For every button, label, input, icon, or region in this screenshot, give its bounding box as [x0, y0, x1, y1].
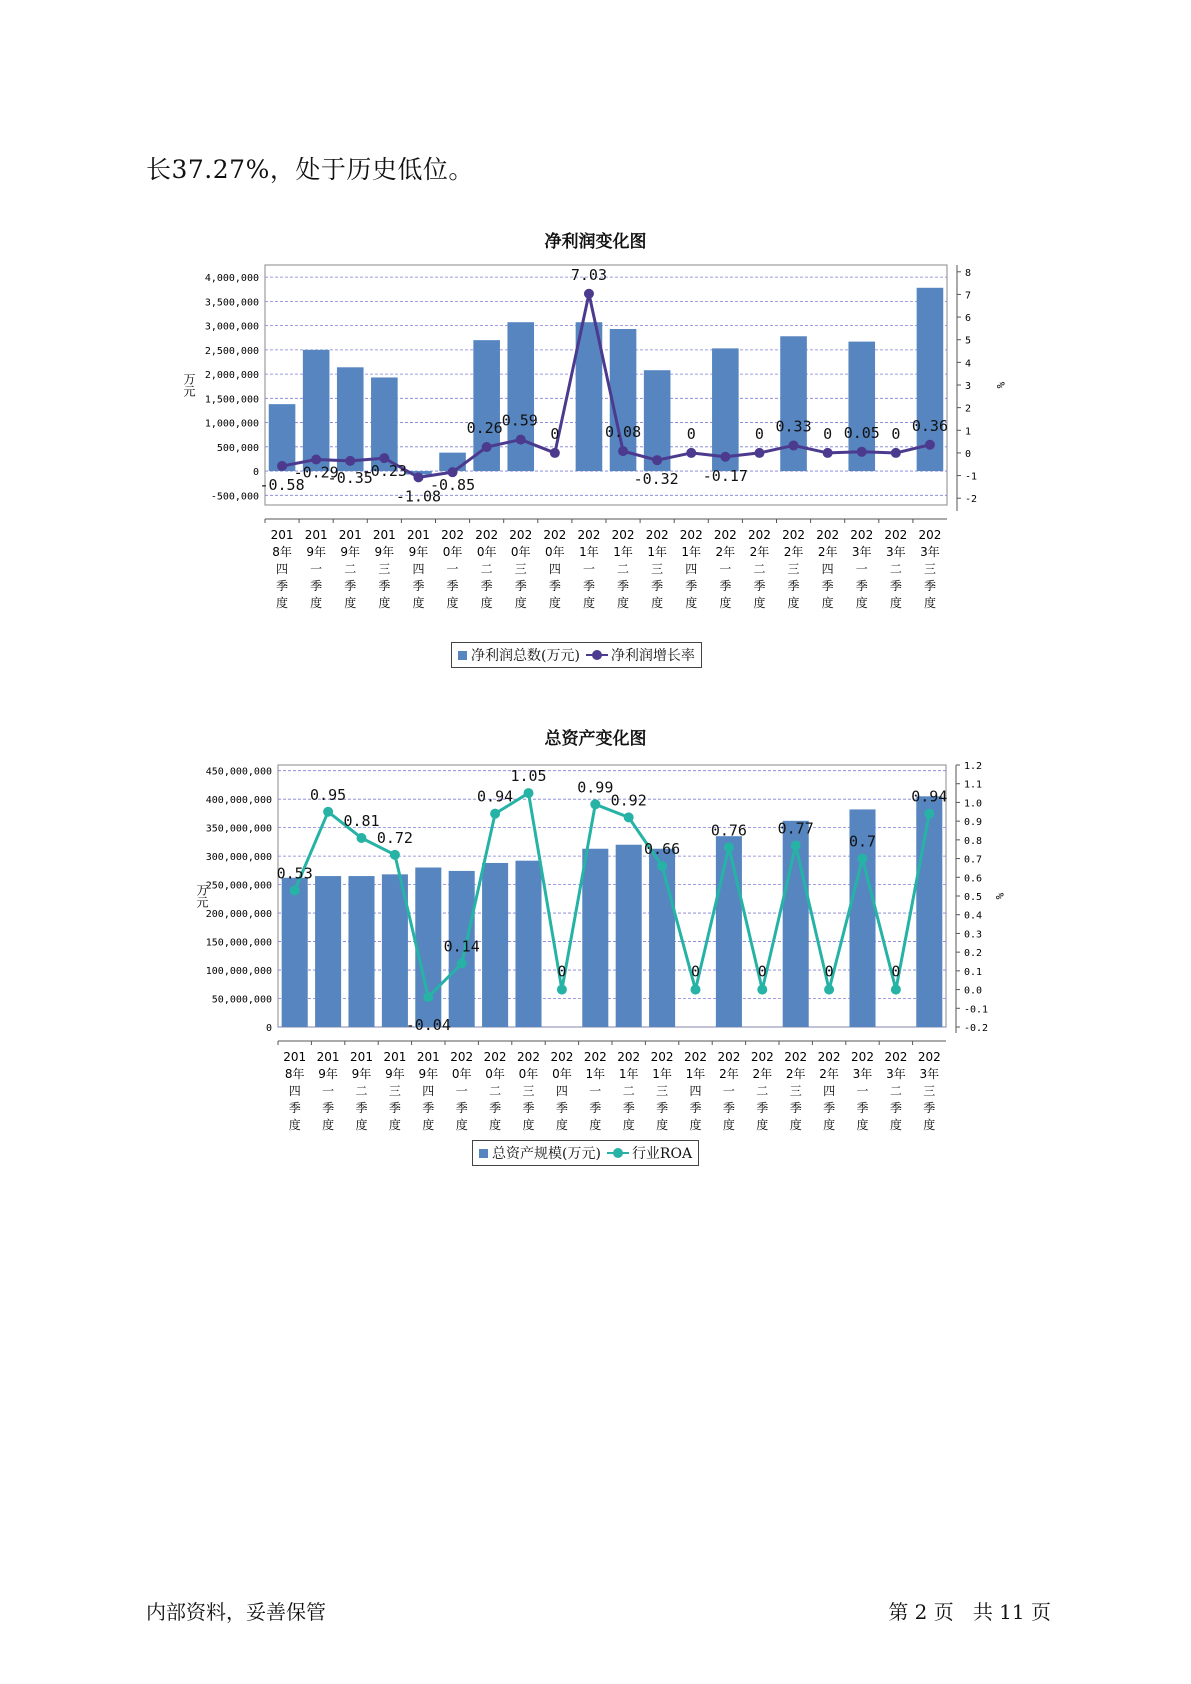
data-label: -0.17: [702, 466, 748, 485]
line-point: [584, 289, 594, 299]
data-label: 0.99: [577, 778, 614, 797]
data-label: -0.32: [633, 470, 679, 489]
legend-line-label: 行业ROA: [631, 1146, 693, 1162]
x-tick-label: 202 1年四季度: [684, 1050, 707, 1132]
y-right-title: %: [993, 892, 1006, 900]
y-left-title: 万元: [182, 373, 196, 397]
bar: [582, 849, 608, 1027]
chart1-title: 净利润变化图: [544, 232, 647, 252]
x-tick-label: 201 9年三季度: [372, 528, 396, 610]
x-tick-label: 202 3年三季度: [917, 1050, 941, 1132]
line-point: [457, 958, 467, 968]
bar: [780, 336, 807, 471]
y-right-tick-label: 1.0: [964, 798, 983, 810]
bar: [716, 836, 742, 1027]
data-label: -0.85: [429, 476, 476, 495]
line-point: [277, 461, 287, 471]
x-tick-label: 201 9年四季度: [416, 1050, 440, 1132]
y-right-tick-label: 0.9: [964, 817, 983, 829]
total-assets-chart: [0, 755, 1191, 1155]
data-label: -0.35: [327, 468, 373, 487]
line-point: [323, 807, 333, 817]
y-left-tick-label: 250,000,000: [205, 880, 272, 892]
y-left-tick-label: -500,000: [210, 491, 259, 503]
x-tick-label: 202 1年四季度: [679, 528, 703, 610]
line-point: [652, 455, 662, 465]
y-right-tick-label: 3: [965, 381, 972, 392]
x-tick-label: 201 8年四季度: [283, 1050, 307, 1132]
y-right-tick-label: -1: [965, 471, 978, 483]
y-right-tick-label: 1.1: [964, 779, 983, 791]
y-left-tick-label: 1,000,000: [204, 418, 259, 430]
line-point: [720, 452, 730, 462]
y-right-tick-label: 6: [965, 313, 972, 325]
line-point: [925, 440, 935, 450]
x-tick-label: 201 9年二季度: [338, 528, 362, 610]
y-left-tick-label: 1,500,000: [204, 394, 259, 406]
legend-line-swatch: [607, 1148, 629, 1158]
data-label: 0: [754, 424, 764, 443]
x-tick-label: 202 3年一季度: [851, 1050, 874, 1132]
x-tick-label: 202 1年三季度: [650, 1050, 674, 1132]
y-right-tick-label: 1: [965, 426, 972, 438]
footer-left: 内部资料，妥善保管: [146, 1600, 326, 1624]
data-label: 0.05: [843, 423, 880, 442]
legend-bar-label: 净利润总数(万元): [471, 648, 580, 664]
x-tick-label: 202 3年三季度: [918, 528, 942, 610]
y-right-tick-label: 0.3: [964, 929, 983, 941]
y-left-tick-label: 0: [265, 1023, 272, 1034]
line-point: [757, 985, 767, 995]
data-label: 0.81: [343, 811, 380, 830]
y-left-tick-label: 2,000,000: [204, 370, 259, 382]
bar: [282, 878, 308, 1027]
data-label: 0.53: [276, 864, 313, 883]
x-tick-label: 202 1年二季度: [611, 528, 635, 610]
line-point: [789, 440, 799, 450]
line-point: [516, 435, 526, 445]
y-left-tick-label: 3,500,000: [204, 297, 259, 309]
line-point: [357, 833, 367, 843]
line-point: [482, 442, 492, 452]
chart2-title: 总资产变化图: [544, 729, 647, 749]
data-label: 0.36: [911, 416, 949, 435]
line-point: [550, 448, 560, 458]
x-tick-label: 202 0年二季度: [483, 1050, 507, 1132]
y-left-tick-label: 2,500,000: [204, 345, 259, 357]
data-label: 0.26: [466, 419, 503, 438]
bar: [916, 796, 942, 1027]
y-right-tick-label: -0.1: [964, 1004, 989, 1016]
x-tick-label: 202 3年一季度: [850, 528, 874, 610]
x-tick-label: 201 9年一季度: [304, 528, 328, 610]
y-right-tick-label: 0.1: [964, 966, 983, 978]
chart2-legend: [472, 1140, 699, 1166]
data-label: 1.05: [510, 767, 547, 786]
x-tick-label: 202 2年一季度: [713, 528, 737, 610]
x-tick-label: 202 2年三季度: [784, 1050, 808, 1132]
x-tick-label: 201 9年三季度: [383, 1050, 407, 1132]
x-tick-label: 202 1年一季度: [577, 528, 601, 610]
x-tick-label: 202 1年三季度: [645, 528, 669, 610]
x-tick-label: 202 0年三季度: [517, 1050, 540, 1132]
y-left-tick-label: 150,000,000: [205, 937, 272, 949]
y-left-tick-label: 350,000,000: [205, 823, 272, 835]
line-point: [413, 472, 423, 482]
data-label: 0.95: [310, 785, 347, 804]
y-right-tick-label: 0: [965, 448, 972, 460]
legend-line-swatch: [586, 650, 608, 660]
data-label: 0.92: [610, 791, 647, 810]
data-label: 0.59: [501, 411, 538, 430]
bar: [303, 350, 330, 471]
intro-text: 长37.27%，处于历史低位。: [146, 155, 474, 184]
data-label: 0: [891, 962, 901, 981]
data-label: 0: [557, 962, 567, 981]
y-right-tick-label: 0.8: [964, 835, 983, 847]
bar: [576, 322, 603, 471]
y-right-tick-label: -2: [965, 494, 978, 506]
data-label: 0: [686, 424, 696, 443]
line-point: [924, 809, 934, 819]
x-tick-label: 202 3年二季度: [884, 528, 908, 610]
y-left-tick-label: 50,000,000: [211, 994, 272, 1006]
line-point: [754, 448, 764, 458]
line-point: [590, 799, 600, 809]
x-tick-label: 202 3年二季度: [884, 1050, 908, 1132]
x-tick-label: 202 2年二季度: [750, 1050, 774, 1132]
data-label: 0.14: [443, 937, 480, 956]
line-point: [390, 850, 400, 860]
data-label: 0: [690, 962, 701, 981]
x-tick-label: 202 2年四季度: [817, 1050, 841, 1132]
line-point: [858, 854, 868, 864]
data-label: 0: [891, 424, 901, 443]
line-point: [345, 456, 355, 466]
y-right-tick-label: 0.4: [964, 910, 983, 922]
data-label: -0.58: [259, 476, 305, 495]
y-left-tick-label: 400,000,000: [205, 795, 272, 807]
data-label: 0: [757, 962, 767, 981]
x-tick-label: 202 0年二季度: [475, 528, 499, 610]
y-right-tick-label: 2: [965, 403, 972, 415]
y-left-title: 万元: [195, 884, 209, 908]
x-tick-label: 202 2年二季度: [747, 528, 771, 610]
y-left-tick-label: 200,000,000: [205, 909, 272, 921]
y-left-tick-label: 100,000,000: [205, 966, 272, 978]
y-right-tick-label: 0.2: [964, 948, 983, 960]
bar: [348, 876, 374, 1027]
data-label: 0.94: [477, 787, 514, 806]
line-point: [824, 985, 834, 995]
data-label: -0.04: [405, 1016, 451, 1035]
data-label: 0: [550, 424, 560, 443]
x-tick-label: 201 9年四季度: [406, 528, 430, 610]
data-label: 0: [823, 424, 833, 443]
y-left-tick-label: 4,000,000: [204, 273, 259, 285]
x-tick-label: 202 2年一季度: [717, 1050, 741, 1132]
bar: [415, 868, 441, 1027]
line-point: [423, 992, 433, 1002]
y-right-tick-label: 0.7: [964, 854, 983, 866]
x-tick-label: 202 2年四季度: [816, 528, 840, 610]
data-label: 0.94: [911, 787, 948, 806]
x-tick-label: 202 0年三季度: [509, 528, 533, 610]
line-point: [624, 812, 634, 822]
y-left-tick-label: 300,000,000: [205, 852, 272, 864]
y-right-tick-label: 0.0: [964, 985, 983, 997]
line-point: [290, 885, 300, 895]
data-label: -0.23: [361, 462, 407, 481]
line-point: [857, 447, 867, 457]
data-label: 0.66: [644, 840, 681, 859]
data-label: 0.76: [710, 821, 747, 840]
line-point: [657, 861, 667, 871]
bar: [337, 367, 364, 471]
line-point: [557, 985, 567, 995]
x-tick-label: 202 0年四季度: [550, 1050, 574, 1132]
y-right-tick-label: 0.6: [964, 873, 983, 885]
x-tick-label: 202 1年二季度: [617, 1050, 641, 1132]
y-right-tick-label: -0.2: [964, 1023, 989, 1034]
y-left-tick-label: 450,000,000: [205, 766, 272, 778]
line-point: [618, 446, 628, 456]
data-label: 7.03: [570, 265, 608, 284]
data-label: -0.29: [293, 463, 339, 482]
x-tick-label: 202 1年一季度: [583, 1050, 607, 1132]
y-right-tick-label: 7: [965, 290, 972, 302]
data-label: -1.08: [395, 487, 442, 506]
x-tick-label: 202 0年四季度: [543, 528, 567, 610]
data-label: 0.77: [777, 819, 814, 838]
line-point: [524, 788, 534, 798]
line-point: [891, 448, 901, 458]
data-label: 0.33: [775, 417, 812, 436]
y-right-tick-label: 8: [965, 267, 972, 279]
data-label: 0: [824, 962, 834, 981]
line-point: [686, 448, 696, 458]
legend-bar-label: 总资产规模(万元): [492, 1146, 601, 1162]
bar: [616, 845, 642, 1027]
line-point: [823, 448, 833, 458]
line-point: [691, 985, 701, 995]
chart1-legend: [451, 642, 702, 668]
y-right-tick-label: 0.5: [964, 892, 983, 903]
line-point: [791, 840, 801, 850]
footer-right: 第 2 页 共 11 页: [888, 1600, 1051, 1624]
bar: [649, 849, 675, 1027]
y-right-tick-label: 4: [965, 358, 972, 370]
x-tick-label: 202 0年一季度: [450, 1050, 474, 1132]
data-label: 0.7: [848, 832, 877, 851]
bar: [269, 404, 296, 471]
legend-bar-swatch: [479, 1149, 488, 1158]
x-tick-label: 202 0年一季度: [441, 528, 465, 610]
line-point: [724, 842, 734, 852]
x-tick-label: 202 2年三季度: [782, 528, 806, 610]
legend-line-label: 净利润增长率: [610, 648, 695, 664]
legend-bar-swatch: [458, 651, 467, 660]
bar: [315, 876, 341, 1027]
y-left-tick-label: 3,000,000: [204, 321, 259, 333]
x-tick-label: 201 9年一季度: [316, 1050, 340, 1132]
bar: [482, 863, 508, 1027]
y-right-title: %: [994, 381, 1007, 389]
bar: [515, 861, 541, 1027]
line-point: [490, 809, 500, 819]
x-tick-label: 201 9年二季度: [350, 1050, 373, 1132]
net-profit-chart: [0, 255, 1191, 655]
y-left-tick-label: 0: [252, 467, 259, 479]
y-right-tick-label: 5: [965, 335, 972, 347]
y-right-tick-label: 1.2: [964, 761, 983, 772]
bar: [507, 322, 534, 471]
y-left-tick-label: 500,000: [216, 442, 259, 454]
line-point: [891, 985, 901, 995]
data-label: 0.72: [376, 828, 413, 847]
data-label: 0.08: [604, 423, 642, 442]
x-tick-label: 201 8年四季度: [270, 528, 294, 610]
